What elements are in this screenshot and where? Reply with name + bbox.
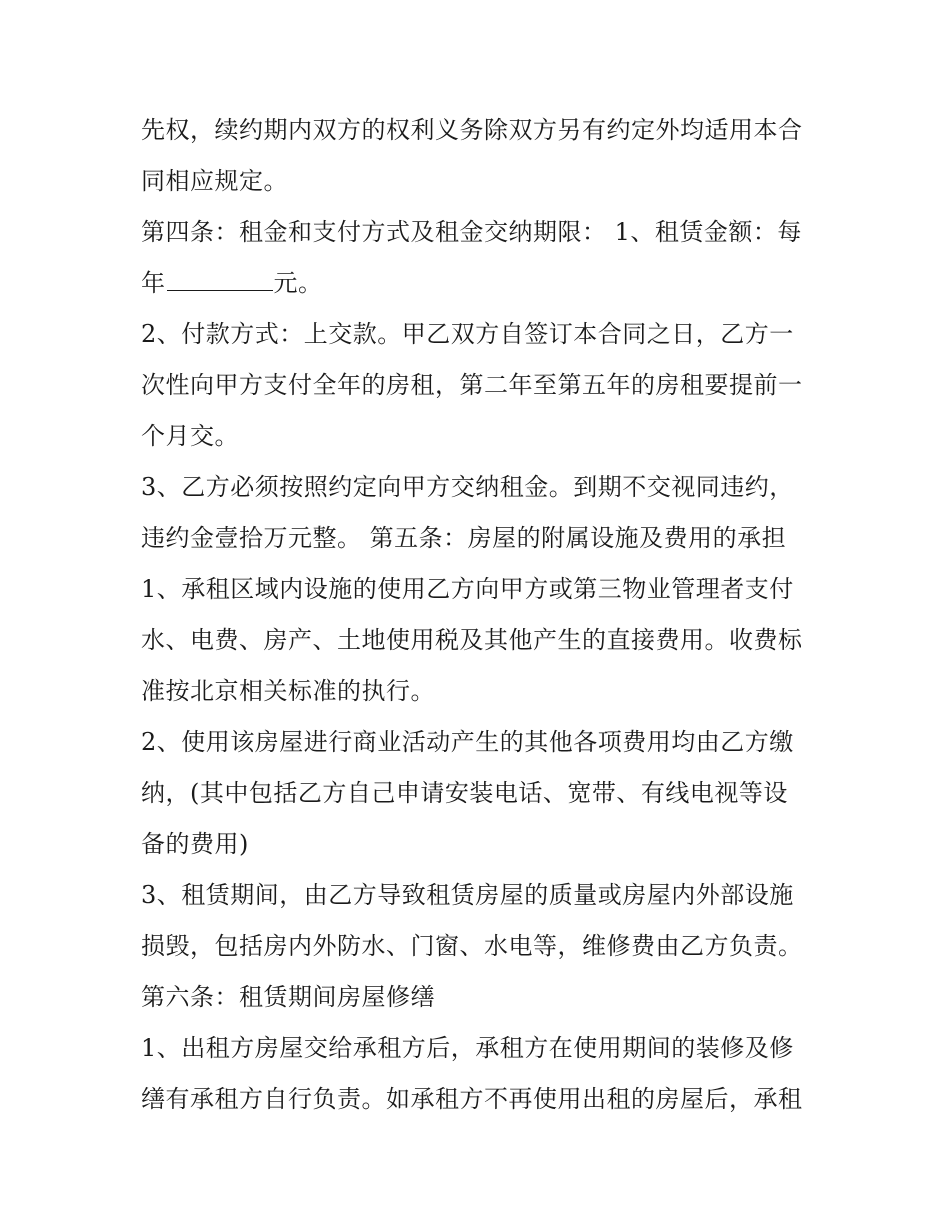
text-line-3: 第四条：租金和支付方式及租金交纳期限： 1、租赁金额：每 <box>141 218 802 246</box>
text-line-5: 2、付款方式：上交款。甲乙双方自签订本合同之日，乙方一 <box>141 320 794 348</box>
text-line-7: 个月交。 <box>141 422 239 450</box>
text-suffix: 元。 <box>273 269 323 297</box>
text-line-16: 3、租赁期间，由乙方导致租赁房屋的质量或房屋内外部设施 <box>141 881 794 909</box>
text-line-10: 1、承租区域内设施的使用乙方向甲方或第三物业管理者支付 <box>141 575 794 603</box>
text-line-11: 水、电费、房产、土地使用税及其他产生的直接费用。收费标 <box>141 626 803 654</box>
text-line-18: 第六条：租赁期间房屋修缮 <box>141 983 435 1011</box>
text-line-12: 准按北京相关标准的执行。 <box>141 677 435 705</box>
text-line-17: 损毁，包括房内外防水、门窗、水电等，维修费由乙方负责。 <box>141 932 803 960</box>
amount-blank <box>167 264 273 291</box>
text-line-4 <box>141 263 831 303</box>
text-line-1: 先权，续约期内双方的权利义务除双方另有约定外均适用本合 <box>141 116 803 144</box>
text-line-2: 同相应规定。 <box>141 167 288 195</box>
text-prefix: 年 <box>141 269 166 297</box>
text-line-14: 纳，(其中包括乙方自己申请安装电话、宽带、有线电视等设 <box>141 779 788 807</box>
text-line-19: 1、出租方房屋交给承租方后，承租方在使用期间的装修及修 <box>141 1034 794 1062</box>
text-line-20: 缮有承租方自行负责。如承租方不再使用出租的房屋后，承租 <box>141 1085 803 1113</box>
text-line-15: 备的费用) <box>141 830 249 858</box>
text-line-9: 违约金壹拾万元整。 第五条：房屋的附属设施及费用的承担 <box>141 524 787 552</box>
text-line-13: 2、使用该房屋进行商业活动产生的其他各项费用均由乙方缴 <box>141 728 794 756</box>
text-line-8: 3、乙方必须按照约定向甲方交纳租金。到期不交视同违约， <box>141 473 794 501</box>
text-line-6: 次性向甲方支付全年的房租，第二年至第五年的房租要提前一 <box>141 371 803 399</box>
